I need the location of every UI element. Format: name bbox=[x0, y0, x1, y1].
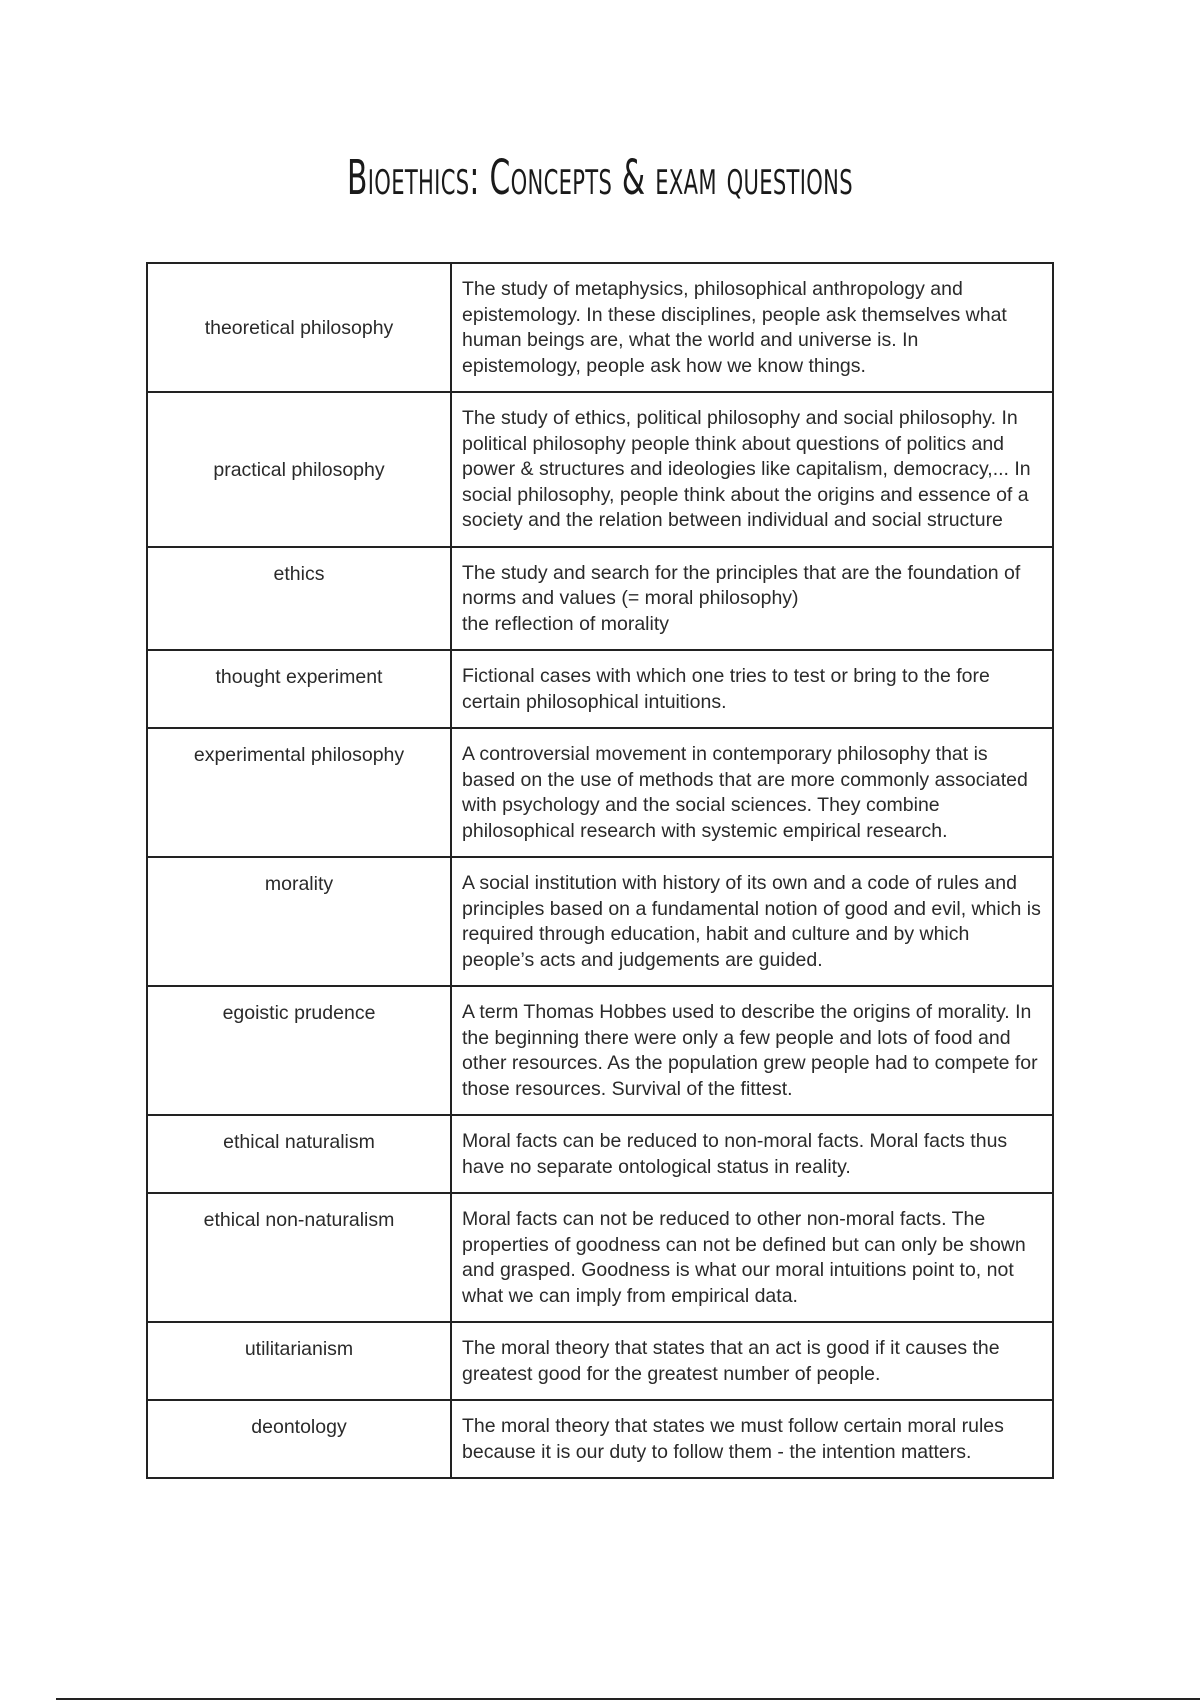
definition-extra-text: the reflection of morality bbox=[462, 612, 670, 635]
table-row bbox=[147, 1400, 1053, 1478]
glossary-table bbox=[146, 262, 1054, 1479]
definition-text: The study and search for the principles that are the foundation of norms and values (= moral philosophy) bbox=[462, 561, 1021, 609]
term-cell: egoistic prudence bbox=[147, 986, 451, 1115]
term-cell: morality bbox=[147, 857, 451, 986]
table-row bbox=[147, 392, 1053, 547]
definition-cell: Fictional cases with which one tries to test or bring to the fore certain philosophical intuitions. bbox=[451, 650, 1053, 728]
definition-cell: A controversial movement in contemporary philosophy that is based on the use of methods that are more commonly associated with psychology and the social sciences. They combine philosophical research with systemic empirical research. bbox=[451, 728, 1053, 857]
table-row bbox=[147, 1322, 1053, 1400]
definition-cell: The study of ethics, political philosophy and social philosophy. In political philosophy people think about questions of politics and power & structures and ideologies like capitalism, democracy,... In social philosophy, people think about the origins and essence of a society and the relation between individual and social structure bbox=[451, 392, 1053, 547]
term-cell: deontology bbox=[147, 1400, 451, 1478]
term-cell: ethics bbox=[147, 547, 451, 651]
table-row bbox=[147, 857, 1053, 986]
definition-cell: Moral facts can not be reduced to other non-moral facts. The properties of goodness can not be defined but can only be shown and grasped. Goodness is what our moral intuitions point to, not what we can imply from empirical data. bbox=[451, 1193, 1053, 1322]
definition-cell: The study of metaphysics, philosophical anthropology and epistemology. In these disciplines, people ask themselves what human beings are, what the world and universe is. In epistemology, people ask how we know things. bbox=[451, 263, 1053, 392]
table-row bbox=[147, 1193, 1053, 1322]
page-title: Bioethics: Concepts & exam questions bbox=[347, 150, 853, 206]
definition-cell bbox=[451, 547, 1053, 651]
term-cell: experimental philosophy bbox=[147, 728, 451, 857]
table-row bbox=[147, 1115, 1053, 1193]
term-cell: practical philosophy bbox=[147, 392, 451, 547]
table-row bbox=[147, 650, 1053, 728]
term-cell: ethical naturalism bbox=[147, 1115, 451, 1193]
table-row bbox=[147, 263, 1053, 392]
definition-cell: A term Thomas Hobbes used to describe the origins of morality. In the beginning there were only a few people and lots of food and other resources. As the population grew people had to compete for those resources. Survival of the fittest. bbox=[451, 986, 1053, 1115]
definition-cell: A social institution with history of its own and a code of rules and principles based on a fundamental notion of good and evil, which is required through education, habit and culture and by which people’s acts and judgements are guided. bbox=[451, 857, 1053, 986]
definition-cell: The moral theory that states that an act is good if it causes the greatest good for the greatest number of people. bbox=[451, 1322, 1053, 1400]
table-row bbox=[147, 547, 1053, 651]
term-cell: theoretical philosophy bbox=[147, 263, 451, 392]
term-cell: utilitarianism bbox=[147, 1322, 451, 1400]
table-row bbox=[147, 986, 1053, 1115]
table-row bbox=[147, 728, 1053, 857]
definition-cell: Moral facts can be reduced to non-moral facts. Moral facts thus have no separate ontological status in reality. bbox=[451, 1115, 1053, 1193]
term-cell: ethical non-naturalism bbox=[147, 1193, 451, 1322]
definition-cell: The moral theory that states we must follow certain moral rules because it is our duty to follow them - the intention matters. bbox=[451, 1400, 1053, 1478]
term-cell: thought experiment bbox=[147, 650, 451, 728]
